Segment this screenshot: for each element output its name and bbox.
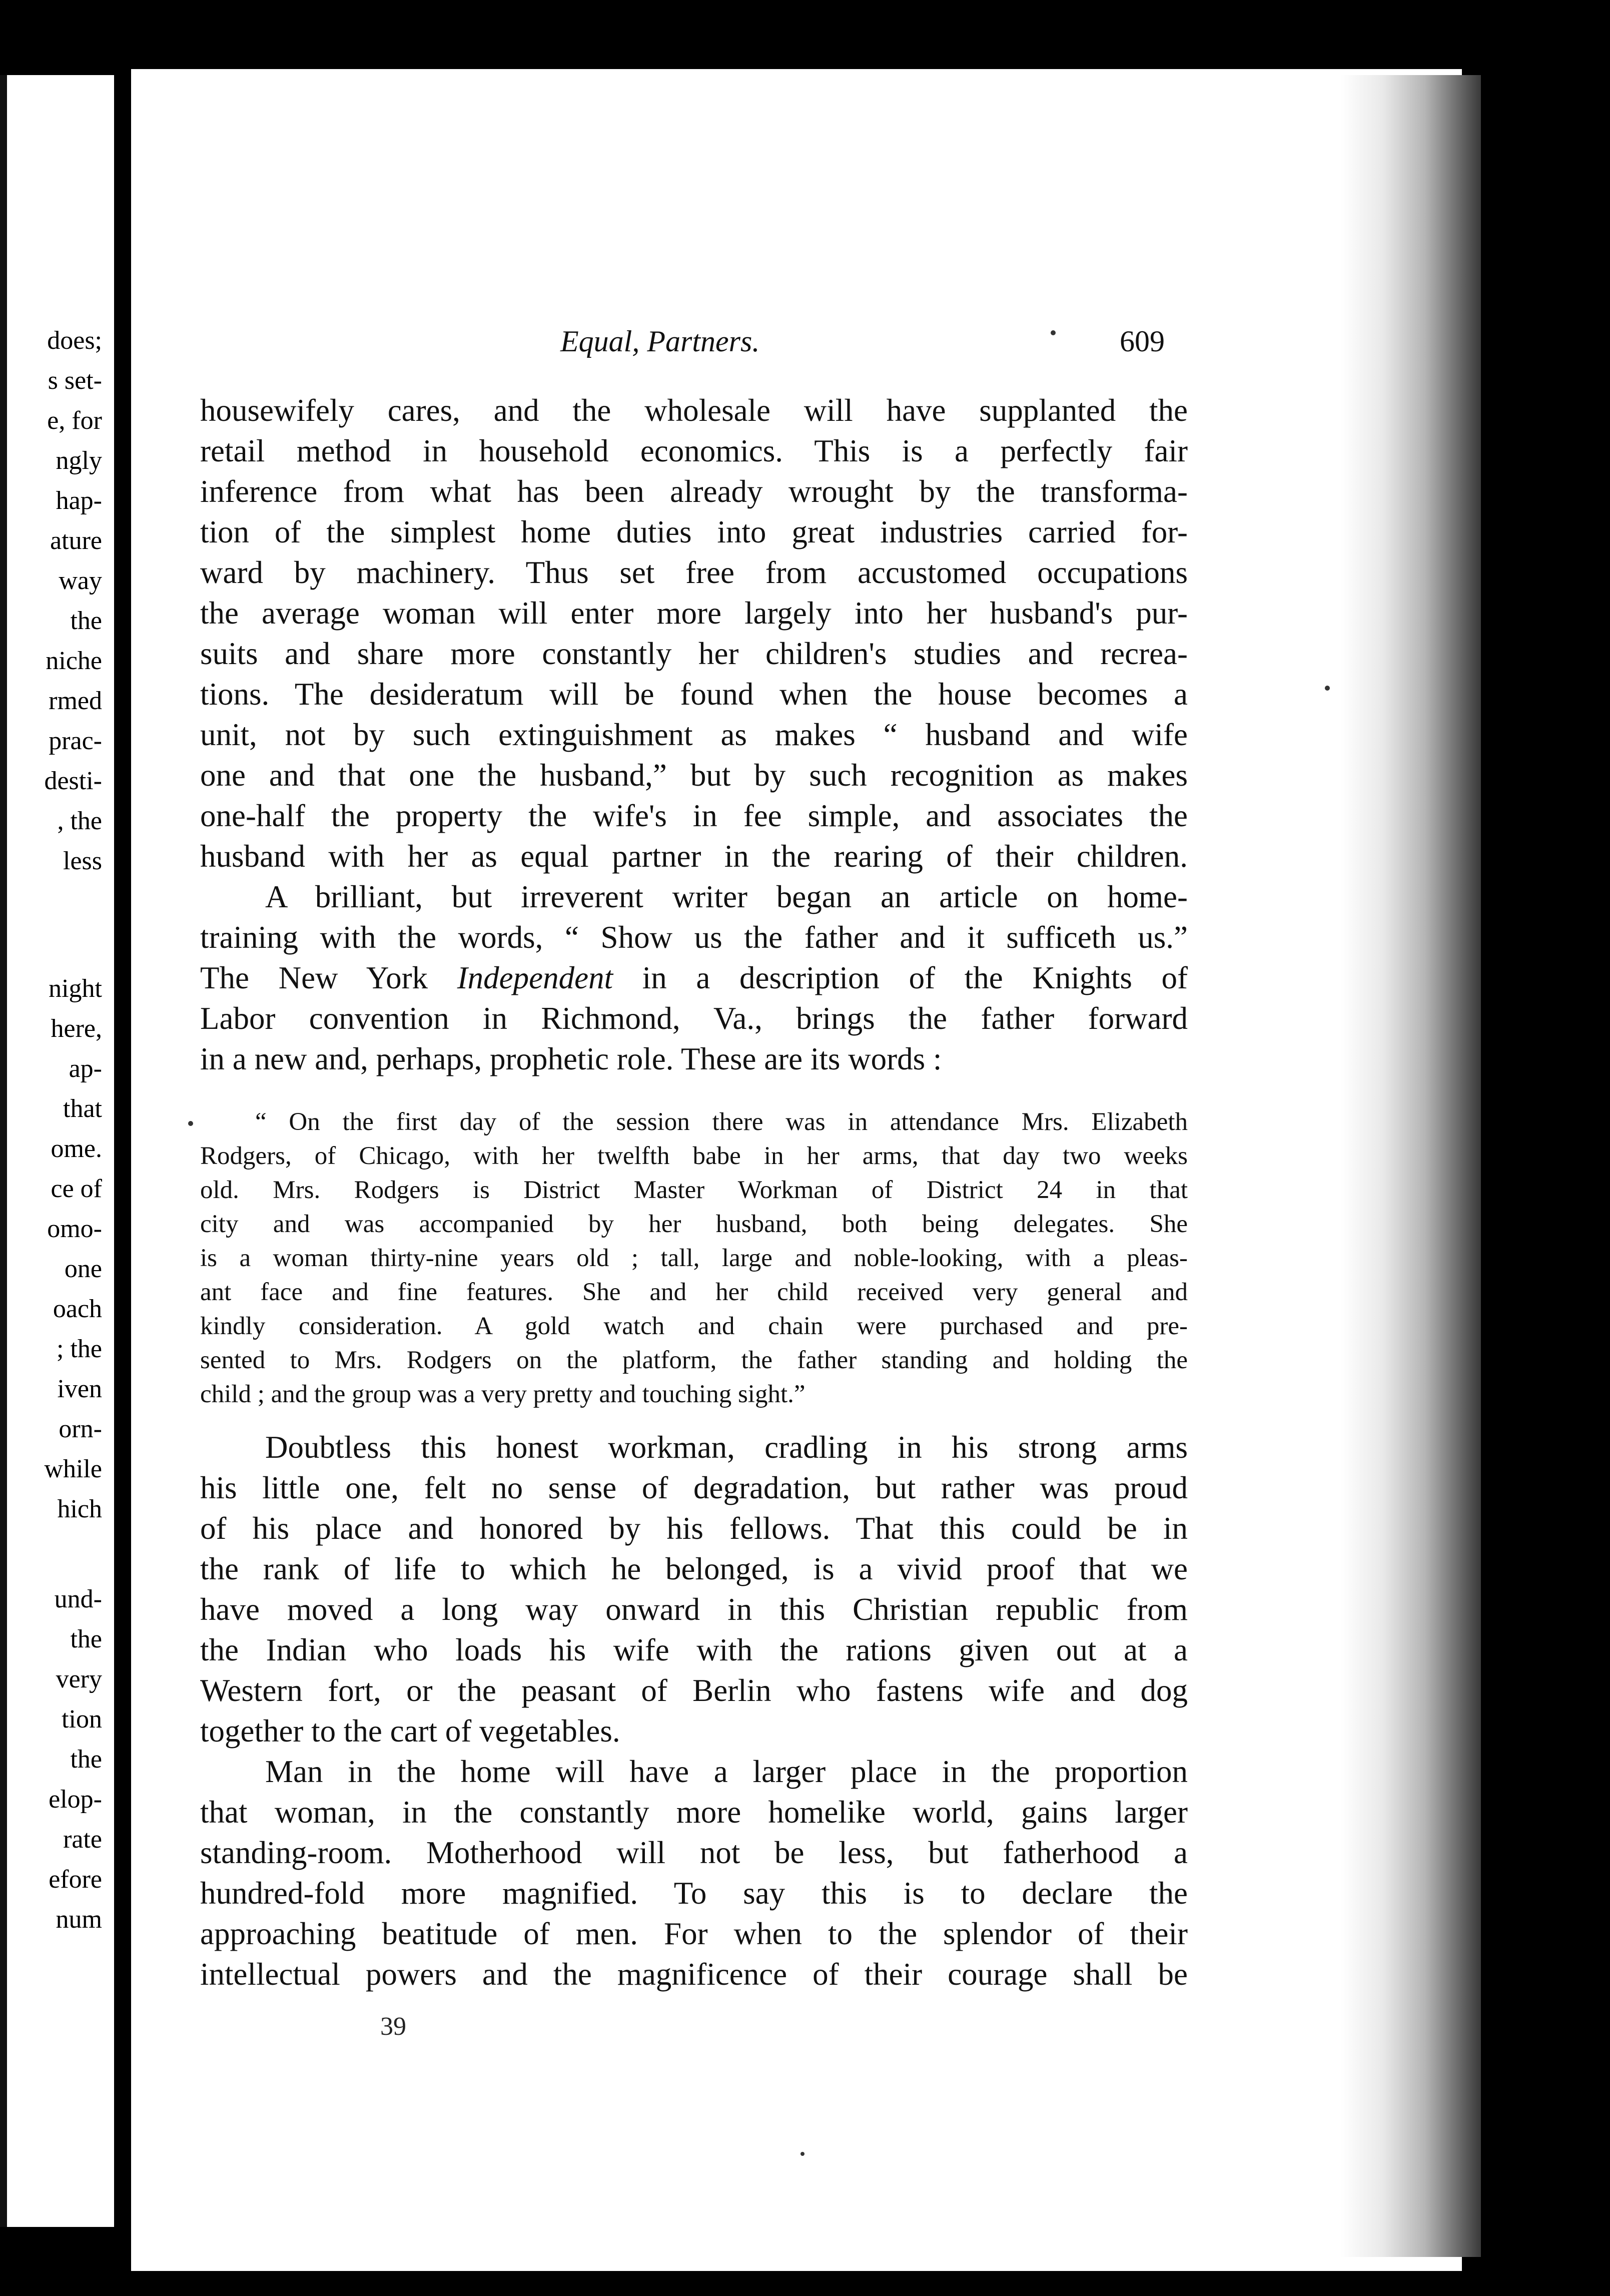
scan-speck [800, 2152, 804, 2156]
left-page-fragment: omo- [47, 1215, 102, 1243]
text-line: tion of the simplest home duties into great industries carried for- [200, 514, 1188, 549]
scan-speck [1051, 330, 1056, 335]
text-line: Man in the home will have a larger place in the proportion [265, 1754, 1188, 1789]
left-page-fragment: ap- [69, 1054, 102, 1083]
page-number: 609 [1120, 325, 1165, 358]
text-line: of his place and honored by his fellows. That this could be in [200, 1511, 1188, 1546]
text-line: the rank of life to which he belonged, is a vivid proof that we [200, 1551, 1188, 1586]
left-page-fragment: the [70, 1745, 102, 1774]
quote-line: “ On the first day of the session there was in attendance Mrs. Elizabeth [255, 1108, 1188, 1136]
left-page-fragment: e, for [47, 406, 102, 435]
binding-shadow [1341, 75, 1481, 2257]
text-line: tions. The desideratum will be found when the house becomes a [200, 677, 1188, 712]
text-line: Doubtless this honest workman, cradling in his strong arms [265, 1430, 1188, 1465]
quote-line: ant face and fine features. She and her child received very general and [200, 1278, 1188, 1306]
running-title: Equal, Partners. [560, 325, 760, 358]
text-line: standing-room. Motherhood will not be less, but fatherhood a [200, 1835, 1188, 1870]
text-line: intellectual powers and the magnificence of their courage shall be [200, 1957, 1188, 1992]
text-line: suits and share more constantly her children's studies and recrea- [200, 636, 1188, 671]
left-page-fragment: way [59, 566, 102, 595]
text-line: in a new and, perhaps, prophetic role. These are its words : [200, 1041, 942, 1076]
text-line: together to the cart of vegetables. [200, 1713, 620, 1749]
left-page-fragment: one [64, 1255, 102, 1283]
left-page-fragment: here, [51, 1014, 102, 1043]
block-quote [200, 1105, 1188, 1411]
left-page-fragment: ature [50, 526, 102, 555]
text-line: ward by machinery. Thus set free from accustomed occupations [200, 555, 1188, 590]
quote-line: child ; and the group was a very pretty and touching sight.” [200, 1380, 806, 1408]
left-page-fragment: orn- [59, 1415, 102, 1443]
text-line: approaching beatitude of men. For when to the splendor of their [200, 1916, 1188, 1951]
left-page-fragment: ce of [51, 1175, 102, 1203]
text-fragment: in a description of the Knights of [613, 960, 1188, 995]
text-line: the average woman will enter more largely into her husband's pur- [200, 596, 1188, 631]
left-page-fragment: oach [53, 1295, 102, 1323]
left-page-fragment: s set- [48, 366, 102, 395]
left-page-fragment: tion [62, 1705, 102, 1734]
left-page-fragment: iven [57, 1375, 102, 1403]
quote-line: old. Mrs. Rodgers is District Master Workman of District 24 in that [200, 1176, 1188, 1204]
text-line: hundred-fold more magnified. To say this is to declare the [200, 1876, 1188, 1911]
left-page-fragment: while [44, 1455, 102, 1483]
text-line: one and that one the husband,” but by such recognition as makes [200, 758, 1188, 793]
left-page-fragment: less [63, 847, 102, 875]
left-page-fragment: niche [46, 647, 102, 675]
text-line: that woman, in the constantly more homelike world, gains larger [200, 1795, 1188, 1830]
left-page-fragment: desti- [44, 767, 102, 795]
page-edge-shadow [0, 75, 7, 2227]
left-page-fragment: efore [49, 1865, 102, 1894]
text-line: his little one, felt no sense of degradation, but rather was proud [200, 1470, 1188, 1505]
body-text-top [200, 390, 1188, 1079]
text-line: the Indian who loads his wife with the rations given out at a [200, 1632, 1188, 1667]
text-line: training with the words, “ Show us the father and it sufficeth us.” [200, 920, 1188, 955]
left-page-fragment: num [56, 1905, 102, 1934]
quote-line: Rodgers, of Chicago, with her twelfth babe in her arms, that day two weeks [200, 1142, 1188, 1170]
left-page-fragment: the [70, 607, 102, 635]
text-line: Western fort, or the peasant of Berlin who fastens wife and dog [200, 1673, 1188, 1708]
text-line: have moved a long way onward in this Christian republic from [200, 1592, 1188, 1627]
text-line: inference from what has been already wrought by the transforma- [200, 474, 1188, 509]
text-line: housewifely cares, and the wholesale will have supplanted the [200, 393, 1188, 428]
text-line: A brilliant, but irreverent writer began an article on home- [265, 879, 1188, 914]
quote-line: kindly consideration. A gold watch and chain were purchased and pre- [200, 1312, 1188, 1340]
text-line: unit, not by such extinguishment as makes “ husband and wife [200, 717, 1188, 752]
left-page-fragment: that [63, 1094, 102, 1123]
text-line-with-italic [200, 958, 1188, 998]
quote-line: sented to Mrs. Rodgers on the platform, the father standing and holding the [200, 1346, 1188, 1374]
text-line: retail method in household economics. This is a perfectly fair [200, 433, 1188, 468]
left-page-fragment: und- [54, 1585, 102, 1613]
text-line: Labor convention in Richmond, Va., brings the father forward [200, 1001, 1188, 1036]
left-page-fragment: prac- [49, 727, 102, 755]
scan-speck [1325, 686, 1330, 691]
left-page-fragment: ; the [57, 1335, 102, 1363]
newspaper-title: Independent [457, 960, 613, 995]
left-page-fragment: , the [57, 807, 102, 835]
scan-speck [188, 1121, 193, 1126]
left-facing-page [0, 75, 114, 2227]
left-page-fragment: ome. [51, 1134, 102, 1163]
body-text-bottom [200, 1427, 1188, 1995]
left-page-fragment: ngly [56, 446, 102, 475]
text-fragment: The New York [200, 960, 457, 995]
quote-line: city and was accompanied by her husband, both being delegates. She [200, 1210, 1188, 1238]
left-page-fragment: night [49, 974, 102, 1003]
left-page-fragment: the [70, 1625, 102, 1653]
left-page-fragment: elop- [49, 1785, 102, 1814]
left-page-fragment: rmed [49, 687, 102, 715]
left-page-fragment: does; [47, 326, 102, 355]
left-page-fragment: hich [57, 1495, 102, 1523]
left-page-fragment: hap- [56, 486, 102, 515]
text-line: one-half the property the wife's in fee simple, and associates the [200, 798, 1188, 833]
left-page-fragment: very [56, 1665, 102, 1693]
quote-line: is a woman thirty-nine years old ; tall, large and noble-looking, with a pleas- [200, 1244, 1188, 1272]
text-line: husband with her as equal partner in the rearing of their children. [200, 839, 1188, 874]
signature-mark: 39 [380, 2012, 406, 2041]
left-page-fragment: rate [63, 1825, 102, 1854]
